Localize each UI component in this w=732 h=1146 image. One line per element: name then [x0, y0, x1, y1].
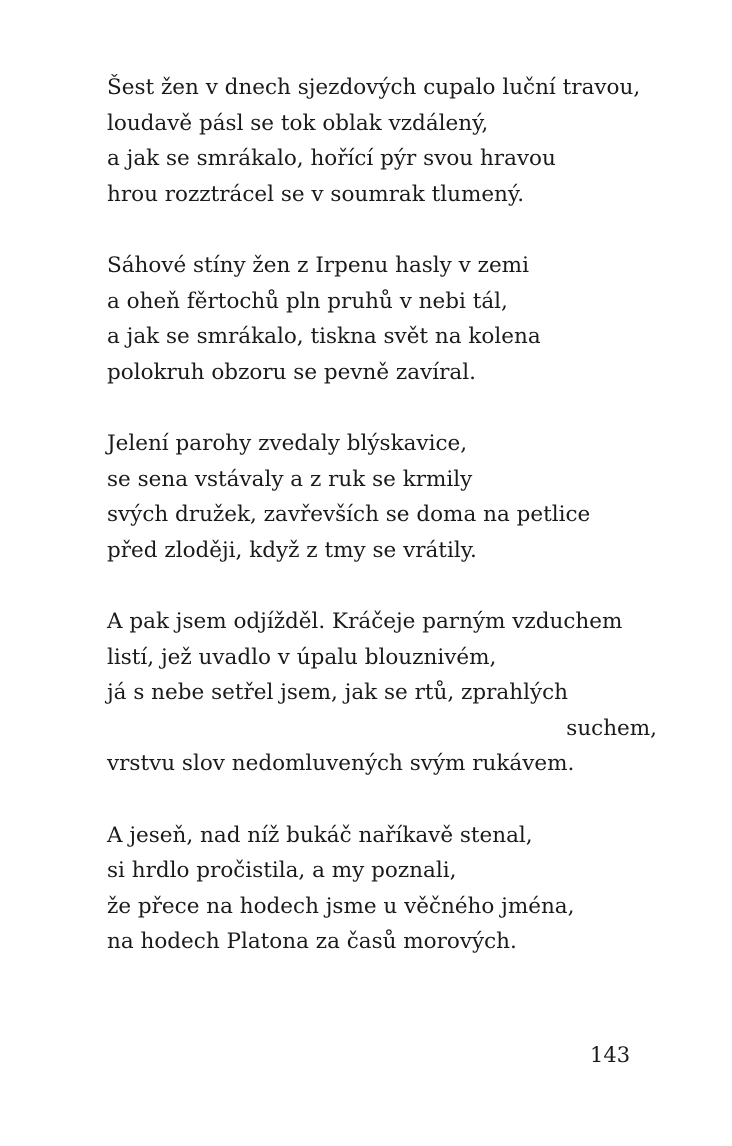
poem-line: svých družek, zavřevších se doma na petlice	[107, 502, 591, 527]
poem-line: a jak se smrákalo, hořící pýr svou hravou	[107, 146, 556, 171]
stanza	[107, 818, 667, 960]
poem-line: Jelení parohy zvedaly blýskavice,	[107, 431, 468, 456]
poem-line: před zloději, když z tmy se vrátily.	[107, 537, 477, 563]
poem-line: polokruh obzoru se pevně zavíral.	[107, 359, 476, 385]
poem-line: Sáhové stíny žen z Irpenu hasly v zemi	[107, 253, 529, 278]
poem	[107, 70, 667, 996]
poem-line: a oheň fěrtochů pln pruhů v nebi tál,	[107, 288, 508, 314]
poem-line: listí, jež uvadlo v úpalu blouznivém,	[107, 644, 497, 670]
poem-line: hrou rozztrácel se v soumrak tlumený.	[107, 181, 525, 207]
poem-line: A jeseň, nad níž bukáč naříkavě stenal,	[107, 822, 533, 848]
page-number: 143	[590, 1043, 631, 1067]
poem-line: se sena vstávaly a z ruk se krmily	[107, 466, 473, 492]
stanza	[107, 426, 667, 568]
poem-line: na hodech Platona za časů morových.	[107, 929, 517, 954]
stanza	[107, 604, 667, 782]
poem-line-continuation: suchem,	[566, 715, 657, 741]
poem-line: že přece na hodech jsme u věčného jména,	[107, 893, 575, 919]
poem-line: a jak se smrákalo, tiskna svět na kolena	[107, 324, 541, 349]
stanza	[107, 248, 667, 390]
poem-line: Šest žen v dnech sjezdových cupalo luční travou,	[107, 75, 641, 100]
poem-line: já s nebe setřel jsem, jak se rtů, zprahlých	[107, 680, 568, 705]
poem-line: loudavě pásl se tok oblak vzdálený,	[107, 110, 489, 136]
stanza	[107, 70, 667, 212]
poem-line: vrstvu slov nedomluvených svým rukávem.	[107, 751, 575, 776]
poem-line: si hrdlo pročistila, a my poznali,	[107, 858, 457, 883]
poem-line: A pak jsem odjížděl. Kráčeje parným vzduchem	[107, 609, 623, 634]
